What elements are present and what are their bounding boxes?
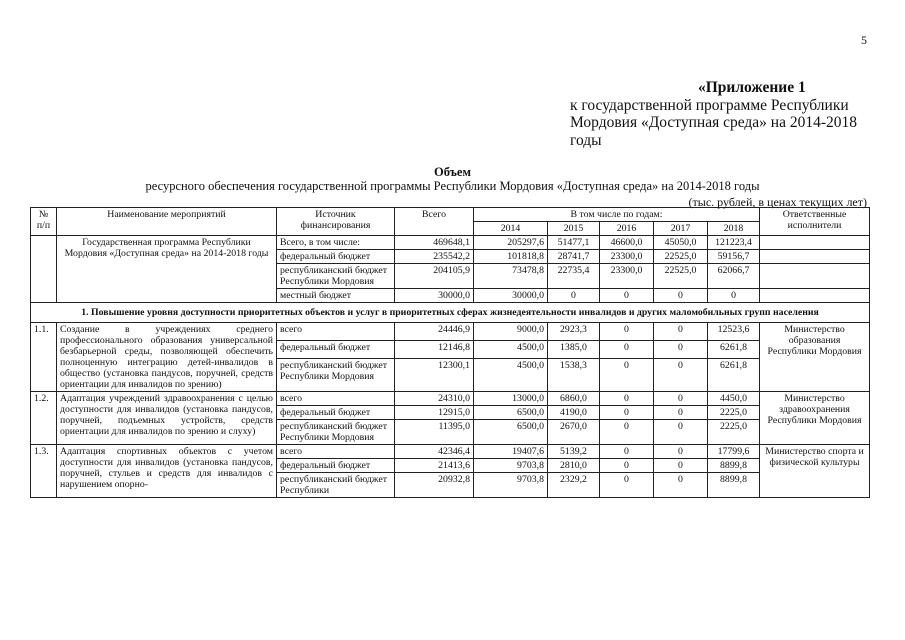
header-year: 2015 <box>548 222 600 236</box>
table-row <box>31 323 870 341</box>
year-value-cell: 23300,0 <box>600 264 654 289</box>
year-value-cell: 62066,7 <box>708 264 760 289</box>
item-number: 1.2. <box>31 392 57 445</box>
units-note: (тыс. рублей, в ценах текущих лет) <box>688 195 867 209</box>
table-row <box>31 392 870 406</box>
year-value-cell: 0 <box>654 406 708 420</box>
year-value-cell: 121223,4 <box>708 236 760 250</box>
year-value-cell: 17799,6 <box>708 445 760 459</box>
source-cell: федеральный бюджет <box>277 250 395 264</box>
year-value-cell: 59156,7 <box>708 250 760 264</box>
total-cell: 30000,0 <box>395 289 474 303</box>
year-value-cell: 0 <box>600 289 654 303</box>
year-value-cell: 6500,0 <box>474 406 548 420</box>
header-year: 2016 <box>600 222 654 236</box>
header-year: 2017 <box>654 222 708 236</box>
source-cell: всего <box>277 445 395 459</box>
year-value-cell: 2670,0 <box>548 420 600 445</box>
year-value-cell: 22735,4 <box>548 264 600 289</box>
header-source: Источник финансирования <box>277 208 395 236</box>
appendix-line: Мордовия «Доступная среда» на 2014-2018 <box>570 114 857 131</box>
total-cell: 12146,8 <box>395 341 474 359</box>
year-value-cell: 0 <box>654 341 708 359</box>
year-value-cell: 46600,0 <box>600 236 654 250</box>
responsible-cell <box>760 250 870 264</box>
num-cell <box>31 236 57 303</box>
year-value-cell: 28741,7 <box>548 250 600 264</box>
source-cell: Всего, в том числе: <box>277 236 395 250</box>
source-cell: федеральный бюджет <box>277 406 395 420</box>
item-name: Адаптация спортивных объектов с учетом доступности для инвалидов (установка пандусов, поручней, стульев и средств для инвалидов с нарушением опорно- <box>57 445 277 498</box>
total-cell: 12300,1 <box>395 359 474 392</box>
program-name-cell: Государственная программа Республики Мордовия «Доступная среда» на 2014-2018 годы <box>57 236 277 303</box>
year-value-cell: 0 <box>654 420 708 445</box>
year-value-cell: 8899,8 <box>708 473 760 498</box>
section-row <box>31 303 870 323</box>
item-responsible: Министерство спорта и физической культуры <box>760 445 870 498</box>
header-name: Наименование мероприятий <box>57 208 277 236</box>
year-value-cell: 5139,2 <box>548 445 600 459</box>
year-value-cell: 0 <box>600 445 654 459</box>
total-cell: 235542,2 <box>395 250 474 264</box>
total-cell: 204105,9 <box>395 264 474 289</box>
year-value-cell: 205297,6 <box>474 236 548 250</box>
header-responsible: Ответственные исполнители <box>760 208 870 236</box>
year-value-cell: 2329,2 <box>548 473 600 498</box>
year-value-cell: 0 <box>600 406 654 420</box>
year-value-cell: 0 <box>654 289 708 303</box>
item-responsible: Министерство образования Республики Мордовия <box>760 323 870 392</box>
source-cell: республиканский бюджет Республики Мордовия <box>277 359 395 392</box>
table-body <box>31 208 870 498</box>
responsible-cell <box>760 236 870 250</box>
year-value-cell: 4190,0 <box>548 406 600 420</box>
appendix-title: «Приложение 1 <box>698 79 806 96</box>
year-value-cell: 2810,0 <box>548 459 600 473</box>
item-name: Адаптация учреждений здравоохранения с целью доступности для инвалидов (установка пандусов, поручней, подъемных устройств, средств ориентации для инвалидов по зрению и слуху) <box>57 392 277 445</box>
appendix-header <box>570 79 890 149</box>
funding-table <box>30 207 870 498</box>
header-row <box>31 208 870 222</box>
item-responsible: Министерство здравоохранения Республики Мордовия <box>760 392 870 445</box>
header-num: № п/п <box>31 208 57 236</box>
year-value-cell: 2225,0 <box>708 406 760 420</box>
source-cell: местный бюджет <box>277 289 395 303</box>
year-value-cell: 2225,0 <box>708 420 760 445</box>
source-cell: республиканский бюджет Республики Мордовия <box>277 420 395 445</box>
year-value-cell: 8899,8 <box>708 459 760 473</box>
year-value-cell: 0 <box>600 473 654 498</box>
source-cell: всего <box>277 323 395 341</box>
year-value-cell: 9703,8 <box>474 473 548 498</box>
source-cell: республиканский бюджет Республики <box>277 473 395 498</box>
appendix-line: к государственной программе Республики <box>570 96 849 114</box>
document-title: Объем <box>433 165 471 179</box>
header-year: 2018 <box>708 222 760 236</box>
year-value-cell: 13000,0 <box>474 392 548 406</box>
year-value-cell: 4500,0 <box>474 341 548 359</box>
year-value-cell: 0 <box>654 323 708 341</box>
responsible-cell <box>760 289 870 303</box>
document-subtitle: ресурсного обеспечения государственной программы Республики Мордовия «Доступная среда» на 2014-2018 годы <box>145 179 760 193</box>
appendix-line: годы <box>570 131 602 149</box>
year-value-cell: 51477,1 <box>548 236 600 250</box>
header-by-years: В том числе по годам: <box>474 208 760 222</box>
year-value-cell: 0 <box>654 359 708 392</box>
total-cell: 20932,8 <box>395 473 474 498</box>
year-value-cell: 0 <box>600 420 654 445</box>
source-cell: республиканский бюджет Республики Мордовия <box>277 264 395 289</box>
year-value-cell: 0 <box>654 392 708 406</box>
responsible-cell <box>760 264 870 289</box>
page-number: 5 <box>861 33 867 47</box>
item-number: 1.3. <box>31 445 57 498</box>
item-number: 1.1. <box>31 323 57 392</box>
year-value-cell: 6860,0 <box>548 392 600 406</box>
year-value-cell: 4450,0 <box>708 392 760 406</box>
year-value-cell: 6261,8 <box>708 341 760 359</box>
year-value-cell: 4500,0 <box>474 359 548 392</box>
year-value-cell: 0 <box>548 289 600 303</box>
year-value-cell: 9000,0 <box>474 323 548 341</box>
year-value-cell: 6261,8 <box>708 359 760 392</box>
section-heading: 1. Повышение уровня доступности приоритетных объектов и услуг в приоритетных сферах жизнедеятельности инвалидов и других маломобильных групп населения <box>31 303 870 323</box>
year-value-cell: 6500,0 <box>474 420 548 445</box>
year-value-cell: 0 <box>708 289 760 303</box>
year-value-cell: 73478,8 <box>474 264 548 289</box>
table-row <box>31 236 870 250</box>
year-value-cell: 22525,0 <box>654 250 708 264</box>
year-value-cell: 19407,6 <box>474 445 548 459</box>
total-cell: 469648,1 <box>395 236 474 250</box>
year-value-cell: 1538,3 <box>548 359 600 392</box>
source-cell: федеральный бюджет <box>277 341 395 359</box>
item-name: Создание в учреждениях среднего профессионального образования универсальной безбарьерной среды, позволяющей обеспечить полноценную интеграцию детей-инвалидов в общество (установка пандусов, поручней, средств ориентации для инвалидов по зрению) <box>57 323 277 392</box>
table-row <box>31 445 870 459</box>
source-cell: всего <box>277 392 395 406</box>
year-value-cell: 101818,8 <box>474 250 548 264</box>
total-cell: 21413,6 <box>395 459 474 473</box>
year-value-cell: 9703,8 <box>474 459 548 473</box>
total-cell: 11395,0 <box>395 420 474 445</box>
header-total: Всего <box>395 208 474 236</box>
total-cell: 42346,4 <box>395 445 474 459</box>
document-heading <box>0 165 905 193</box>
year-value-cell: 12523,6 <box>708 323 760 341</box>
year-value-cell: 0 <box>654 445 708 459</box>
total-cell: 24310,0 <box>395 392 474 406</box>
header-year: 2014 <box>474 222 548 236</box>
year-value-cell: 0 <box>654 473 708 498</box>
year-value-cell: 1385,0 <box>548 341 600 359</box>
year-value-cell: 0 <box>600 359 654 392</box>
year-value-cell: 0 <box>654 459 708 473</box>
year-value-cell: 0 <box>600 323 654 341</box>
year-value-cell: 30000,0 <box>474 289 548 303</box>
total-cell: 24446,9 <box>395 323 474 341</box>
total-cell: 12915,0 <box>395 406 474 420</box>
year-value-cell: 23300,0 <box>600 250 654 264</box>
source-cell: федеральный бюджет <box>277 459 395 473</box>
year-value-cell: 2923,3 <box>548 323 600 341</box>
year-value-cell: 0 <box>600 392 654 406</box>
year-value-cell: 22525,0 <box>654 264 708 289</box>
year-value-cell: 0 <box>600 459 654 473</box>
year-value-cell: 45050,0 <box>654 236 708 250</box>
year-value-cell: 0 <box>600 341 654 359</box>
